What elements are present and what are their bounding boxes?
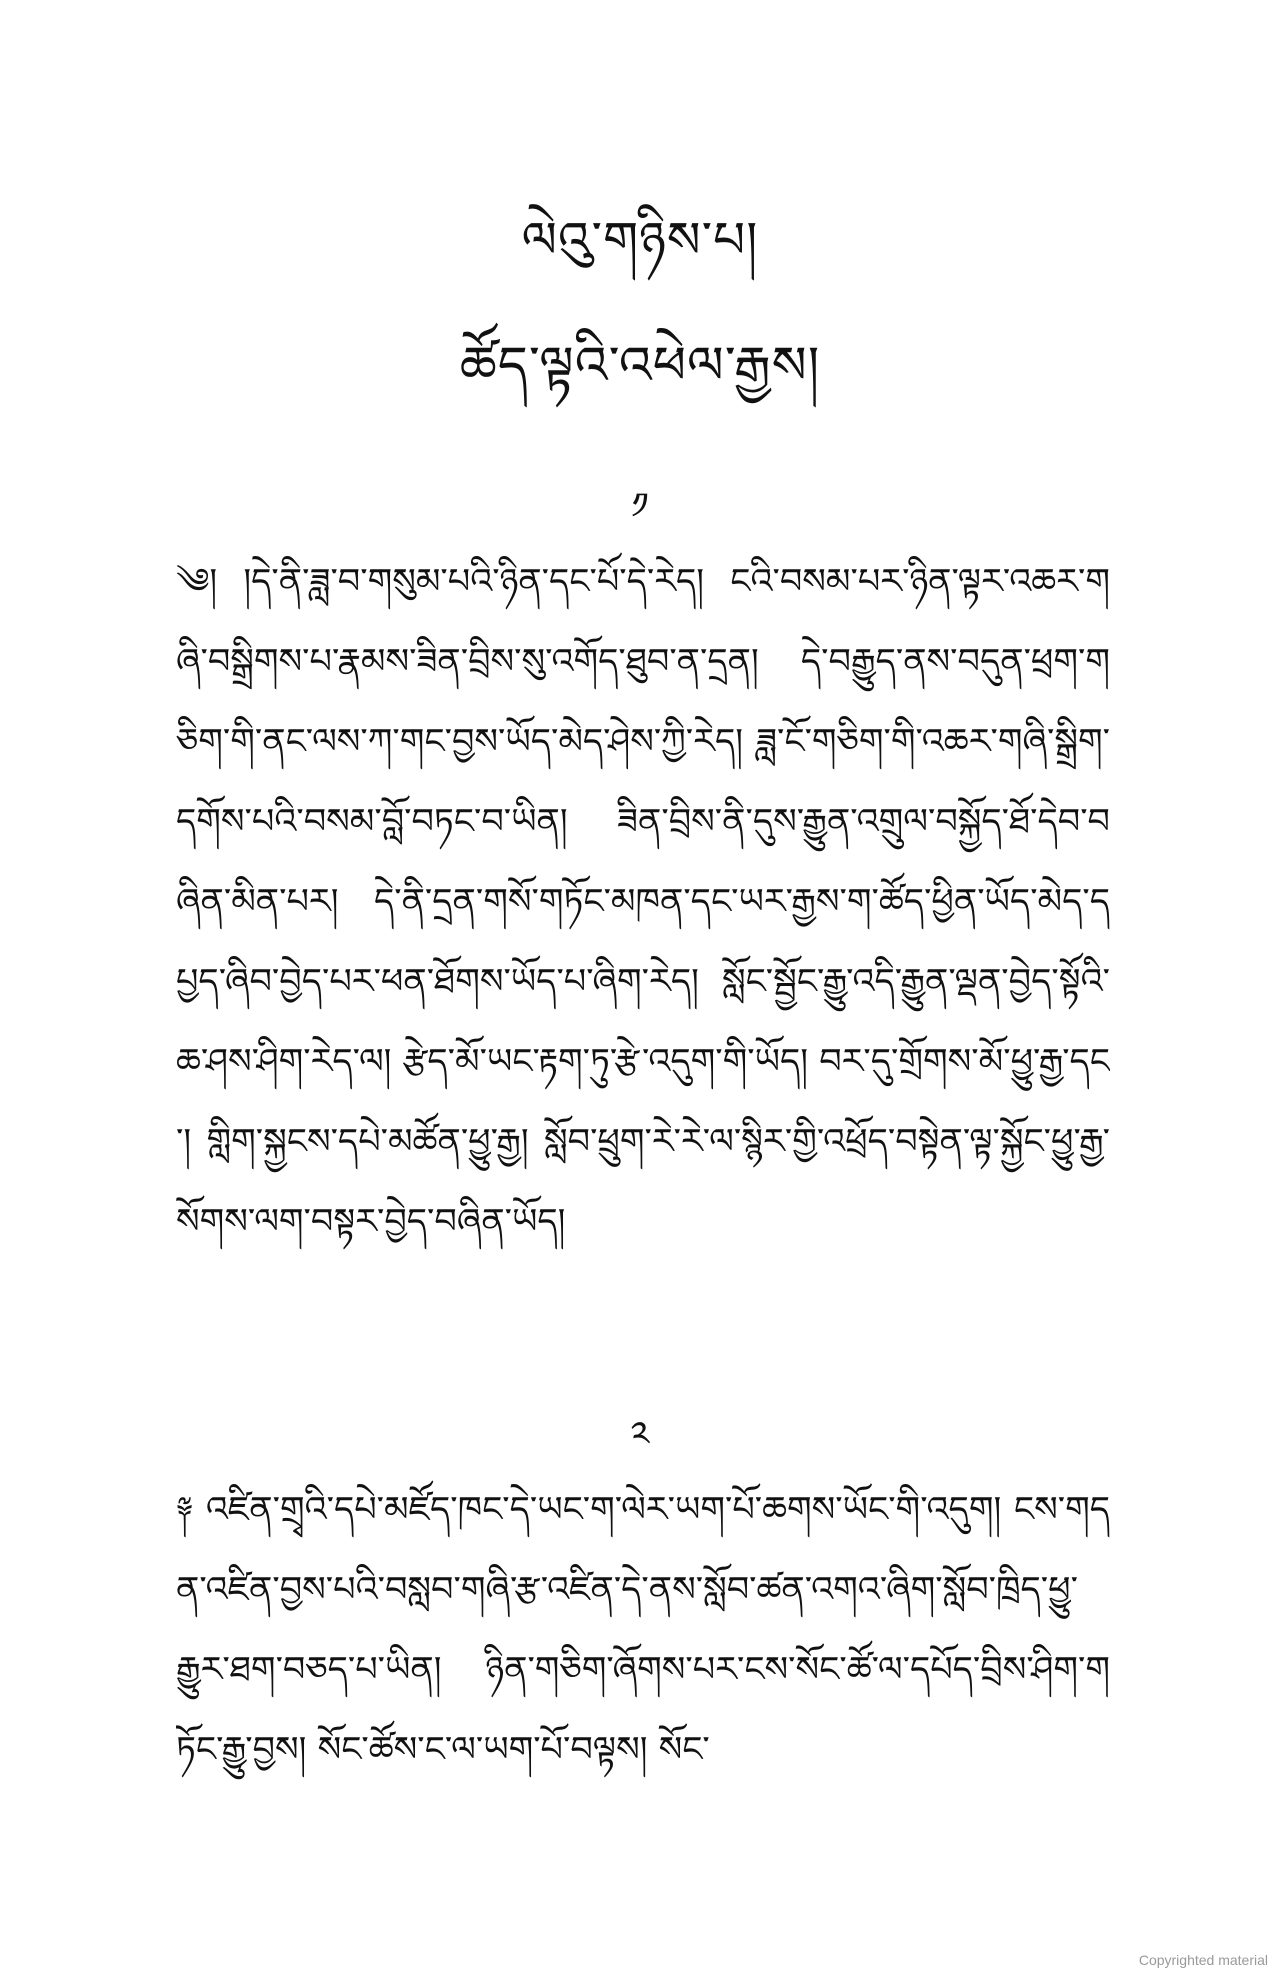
section-2-paragraph: ༈ འཛིན་གྲྭའི་དཔེ་མཛོད་ཁང་དེ་ཡང་ག་ལེར་ཡག་པོ་ཆགས་ཡོང་གི་འདུག། ངས་གདན་འཛིན་བྱས་པའི་བསླབ་གཞི་རྩ་འཛིན་དེ་ནས་སློབ་ཚན་འགའ་ཞིག་སློབ་ཁྲིད་ཕྱུ་རྒྱུར་ཐག་བཅད་པ་ཡིན། ཉིན་གཅིག་ཞོགས་པར་ངས་སོང་ཚོ་ལ་དཔོད་བྲིས་ཤིག་གཏོང་རྒྱུ་བྱས། སོང་ཚོས་ང་ལ་ཡག་པོ་བལྟས། སོང་	[176, 1490, 1110, 1770]
copyright-watermark: Copyrighted material	[1138, 1952, 1268, 1968]
section-number-1: ༡	[631, 486, 649, 527]
section-1-paragraph: ༄། །དེ་ནི་ཟླ་བ་གསུམ་པའི་ཉིན་དང་པོ་དེ་རེད། ངའི་བསམ་པར་ཉིན་ལྟར་འཆར་གཞི་བསྒྲིགས་པ་རྣམས་ཟིན་བྲིས་སུ་འགོད་ཐུབ་ན་དྲན། དེ་བརྒྱུད་ནས་བདུན་ཕྲག་གཅིག་གི་ནང་ལས་ཀ་གང་བྱས་ཡོད་མེད་ཤེས་ཀྱི་རེད། ཟླ་ངོ་གཅིག་གི་འཆར་གཞི་སྒྲིག་དགོས་པའི་བསམ་བློ་བཏང་བ་ཡིན། ཟིན་བྲིས་ནི་དུས་རྒྱུན་འགྲུལ་བསྐྱོད་ཐོ་དེབ་བཞིན་མིན་པར། དེ་ནི་དྲན་གསོ་གཏོང་མཁན་དང་ཡར་རྒྱས་ག་ཚོད་ཕྱིན་ཡོད་མེད་དཔྱད་ཞིབ་བྱེད་པར་ཕན་ཐོགས་ཡོད་པ་ཞིག་རེད། སློང་སྦྱོང་རྒྱུ་འདི་རྒྱུན་ལྡན་བྱེད་སྟོའི་ཆ་ཤས་ཤིག་རེད་ལ། རྩེད་མོ་ཡང་རྟག་ཏུ་རྩེ་འདུག་གི་ཡོད། བར་དུ་གྲོགས་མོ་ཕྱུ་རྒྱ་དང་། གླིག་སྐྱངས་དཔེ་མཚོན་ཕྱུ་རྒྱ། སློབ་ཕྲུག་རེ་རེ་ལ་སྙིར་གྱི་འཕྲོད་བསྟེན་ལྟ་སྐྱོང་ཕྱུ་རྒྱ་སོགས་ལག་བསྟར་བྱེད་བཞིན་ཡོད།	[176, 562, 1110, 1242]
section-number-2: ༢	[630, 1415, 650, 1456]
chapter-label: ལེའུ་གཉིས་པ།	[521, 211, 759, 269]
chapter-title: ཚོད་ལྟའི་འཕེལ་རྒྱས།	[459, 336, 821, 396]
